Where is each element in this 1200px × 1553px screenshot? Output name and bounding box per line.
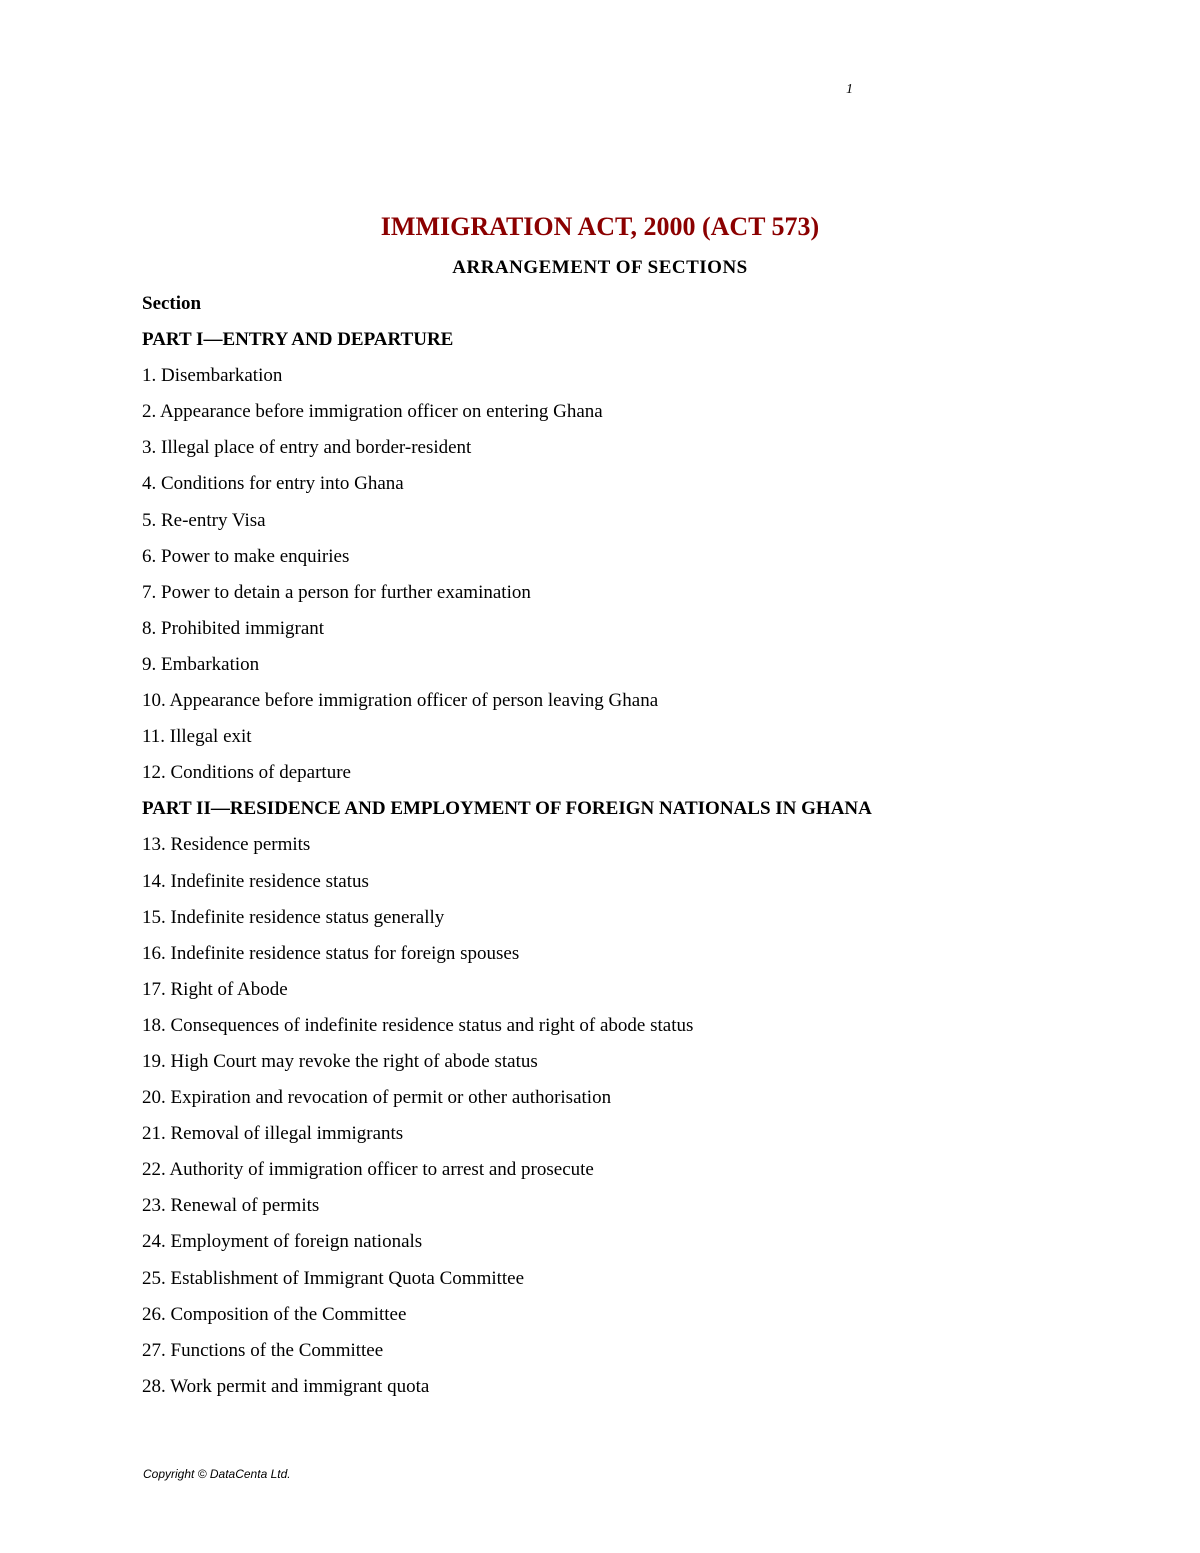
section-item-11: 11. Illegal exit — [142, 726, 252, 748]
section-item-3: 3. Illegal place of entry and border-resident — [142, 437, 472, 459]
section-item-2: 2. Appearance before immigration officer on entering Ghana — [142, 401, 603, 423]
section-item-7: 7. Power to detain a person for further examination — [142, 581, 531, 603]
section-item-12: 12. Conditions of departure — [142, 762, 351, 784]
section-item-5: 5. Re-entry Visa — [142, 509, 266, 531]
part-heading-1: PART I—ENTRY AND DEPARTURE — [142, 329, 454, 351]
copyright-footer: Copyright © DataCenta Ltd. — [143, 1467, 291, 1481]
section-item-28: 28. Work permit and immigrant quota — [142, 1375, 430, 1397]
document-title: IMMIGRATION ACT, 2000 (ACT 573) — [380, 212, 820, 241]
section-item-13: 13. Residence permits — [142, 834, 311, 856]
section-item-1: 1. Disembarkation — [142, 365, 283, 387]
section-item-20: 20. Expiration and revocation of permit or other authorisation — [142, 1087, 612, 1109]
page-number: 1 — [846, 82, 853, 97]
section-item-8: 8. Prohibited immigrant — [142, 617, 325, 639]
section-item-6: 6. Power to make enquiries — [142, 545, 350, 567]
section-item-26: 26. Composition of the Committee — [142, 1303, 407, 1325]
section-item-22: 22. Authority of immigration officer to arrest and prosecute — [142, 1159, 594, 1181]
section-item-25: 25. Establishment of Immigrant Quota Committee — [142, 1267, 525, 1289]
document-subtitle: ARRANGEMENT OF SECTIONS — [452, 257, 748, 278]
section-item-9: 9. Embarkation — [142, 653, 260, 675]
section-item-21: 21. Removal of illegal immigrants — [142, 1123, 404, 1145]
section-item-10: 10. Appearance before immigration officer of person leaving Ghana — [142, 690, 659, 712]
section-item-18: 18. Consequences of indefinite residence status and right of abode status — [142, 1014, 694, 1036]
section-item-15: 15. Indefinite residence status generally — [142, 906, 445, 928]
part-heading-2: PART II—RESIDENCE AND EMPLOYMENT OF FOREIGN NATIONALS IN GHANA — [142, 798, 872, 820]
section-item-16: 16. Indefinite residence status for foreign spouses — [142, 942, 520, 964]
section-item-23: 23. Renewal of permits — [142, 1195, 320, 1217]
section-label: Section — [142, 293, 202, 314]
section-item-17: 17. Right of Abode — [142, 978, 288, 1000]
section-item-27: 27. Functions of the Committee — [142, 1339, 384, 1361]
table-of-contents — [142, 291, 1042, 1410]
section-item-4: 4. Conditions for entry into Ghana — [142, 473, 404, 495]
section-item-24: 24. Employment of foreign nationals — [142, 1231, 423, 1253]
section-item-14: 14. Indefinite residence status — [142, 870, 369, 892]
section-item-19: 19. High Court may revoke the right of abode status — [142, 1050, 538, 1072]
